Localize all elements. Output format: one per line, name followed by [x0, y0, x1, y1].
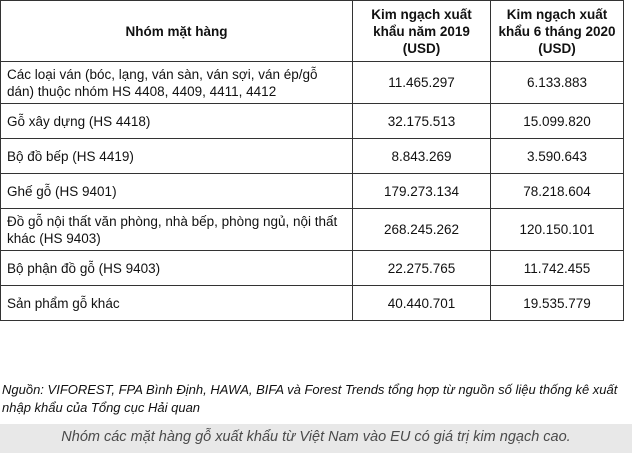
value-2020-cell: 78.218.604: [491, 174, 624, 209]
table-row: [1, 209, 624, 251]
product-name-cell: Đồ gỗ nội thất văn phòng, nhà bếp, phòng ngủ, nội thất khác (HS 9403): [1, 209, 353, 251]
header-2020-line-2: khẩu 6 tháng 2020: [498, 23, 616, 39]
value-2020-cell: 19.535.779: [491, 286, 624, 321]
value-2020-cell: 6.133.883: [491, 62, 624, 104]
header-2019-line-2: khẩu năm 2019: [373, 23, 470, 39]
header-export-2019: [353, 1, 491, 62]
value-2019-cell: 268.245.262: [353, 209, 491, 251]
table-row: [1, 286, 624, 321]
table-row: [1, 251, 624, 286]
value-2019-cell: 8.843.269: [353, 139, 491, 174]
value-2020-cell: 15.099.820: [491, 104, 624, 139]
header-2019-line-3: (USD): [402, 40, 441, 56]
product-name-cell: Bộ đồ bếp (HS 4419): [1, 139, 353, 174]
product-name-cell: Bộ phận đồ gỗ (HS 9403): [1, 251, 353, 286]
value-2020-cell: 120.150.101: [491, 209, 624, 251]
header-product-group: Nhóm mặt hàng: [1, 1, 353, 62]
table-row: [1, 62, 624, 104]
table-row: [1, 174, 624, 209]
value-2020-cell: 3.590.643: [491, 139, 624, 174]
source-note: Nguồn: VIFOREST, FPA Bình Định, HAWA, BIFA và Forest Trends tổng hợp từ nguồn số liệu thống kê xuất nhập khẩu của Tổng cục Hải quan: [2, 382, 618, 415]
image-caption: Nhóm các mặt hàng gỗ xuất khẩu từ Việt Nam vào EU có giá trị kim ngạch cao.: [0, 424, 632, 453]
product-name-cell: Sản phẩm gỗ khác: [1, 286, 353, 321]
table-header-row: [1, 1, 624, 62]
value-2019-cell: 22.275.765: [353, 251, 491, 286]
value-2019-cell: 40.440.701: [353, 286, 491, 321]
header-2019-line-1: Kim ngạch xuất: [371, 6, 472, 22]
product-name-cell: Các loại ván (bóc, lạng, ván sàn, ván sợi, ván ép/gỗ dán) thuộc nhóm HS 4408, 4409, 4411, 4412: [1, 62, 353, 104]
header-export-h1-2020: [491, 1, 624, 62]
value-2019-cell: 32.175.513: [353, 104, 491, 139]
header-2020-line-3: (USD): [538, 40, 576, 56]
product-name-cell: Ghế gỗ (HS 9401): [1, 174, 353, 209]
value-2020-cell: 11.742.455: [491, 251, 624, 286]
header-2020-line-1: Kim ngạch xuất: [506, 6, 608, 22]
value-2019-cell: 179.273.134: [353, 174, 491, 209]
value-2019-cell: 11.465.297: [353, 62, 491, 104]
product-name-cell: Gỗ xây dựng (HS 4418): [1, 104, 353, 139]
table-row: [1, 104, 624, 139]
table-row: [1, 139, 624, 174]
